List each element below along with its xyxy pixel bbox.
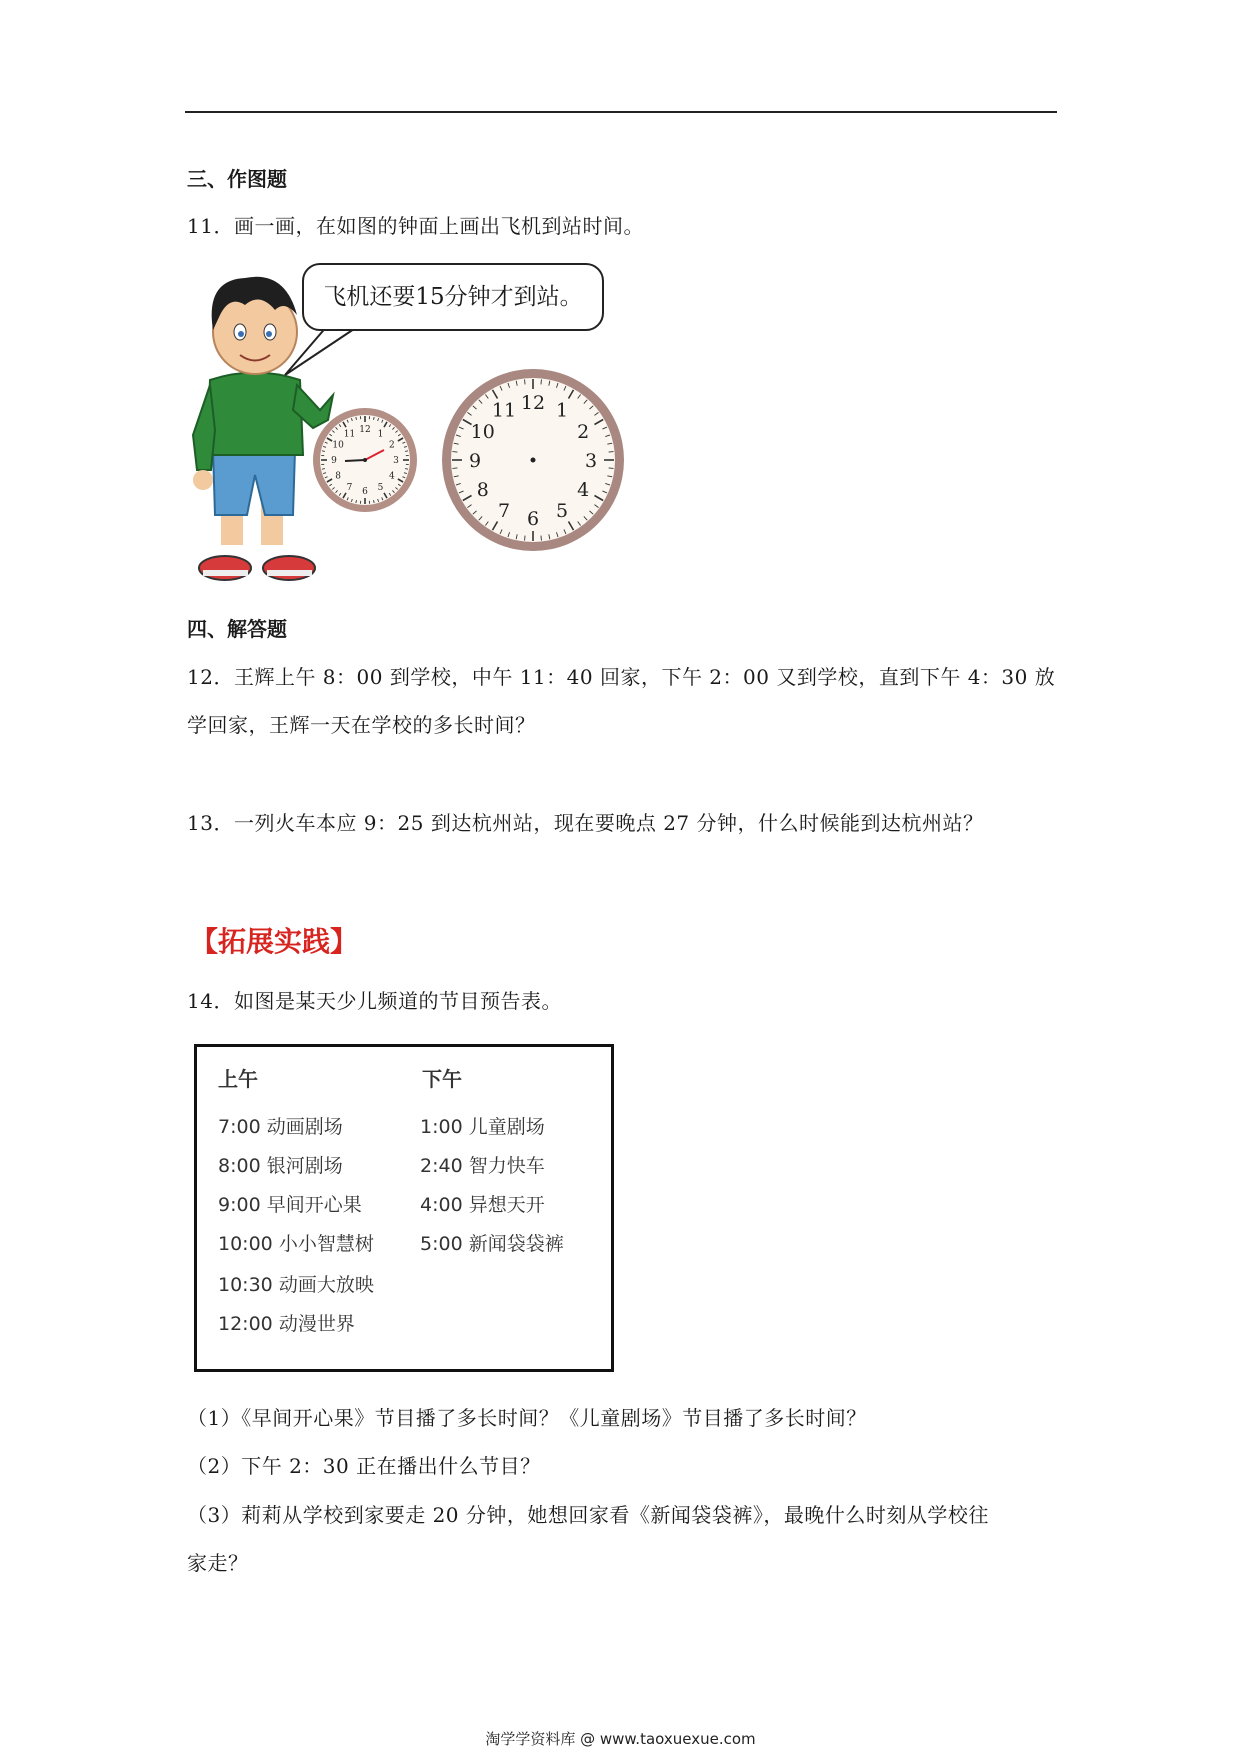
clock-numeral: 12: [359, 425, 371, 436]
clock-tick: [609, 452, 614, 453]
question-11: 11．画一画，在如图的钟面上画出飞机到站时间。: [187, 214, 644, 238]
clock-numeral: 11: [491, 399, 517, 422]
clock-numeral: 8: [476, 478, 489, 501]
schedule-am-row: 7:00 动画剧场: [218, 1116, 343, 1138]
clock-tick: [609, 468, 614, 469]
clock-numeral: 10: [332, 440, 344, 451]
clock-numeral: 7: [497, 500, 511, 523]
small-clock: [310, 405, 420, 515]
answer-clock[interactable]: [440, 367, 626, 553]
clock-tick: [541, 379, 542, 384]
clock-numeral: 2: [577, 420, 590, 443]
clock-tick: [374, 417, 375, 420]
clock-tick: [405, 451, 408, 452]
schedule-pm-row: 1:00 儿童剧场: [420, 1116, 545, 1138]
clock-tick: [356, 500, 357, 503]
clock-tick: [356, 417, 357, 420]
clock-tick: [322, 469, 325, 470]
clock-numeral: 1: [555, 399, 569, 422]
clock-numeral: 4: [388, 471, 395, 482]
question-14-sub1: （1）《早间开心果》节目播了多长时间？《儿童剧场》节目播了多长时间？: [187, 1406, 867, 1430]
clock-tick: [374, 500, 375, 503]
schedule-pm-row: 4:00 异想天开: [420, 1194, 545, 1216]
clock-numeral: 8: [335, 471, 342, 482]
question-14: 14．如图是某天少儿频道的节目预告表。: [187, 989, 562, 1013]
schedule-am-row: 10:00 小小智慧树: [218, 1233, 374, 1255]
schedule-am-row: 9:00 早间开心果: [218, 1194, 362, 1216]
clock-numeral: 9: [468, 449, 482, 472]
question-14-sub3-line2: 家走？: [187, 1551, 249, 1575]
clock-tick: [452, 468, 457, 469]
question-12-line1: 12．王辉上午 8：00 到学校，中午 11：40 回家，下午 2：00 又到学校，直到下午 4：30 放: [187, 665, 1056, 689]
clock-tick: [405, 469, 408, 470]
schedule-pm-label: 下午: [422, 1067, 462, 1091]
speech-bubble: 飞机还要15分钟才到站。: [302, 263, 604, 331]
section-heading-answers: 四、解答题: [187, 617, 287, 641]
schedule-am-label: 上午: [218, 1067, 258, 1091]
extension-heading: 【拓展实践】: [190, 925, 359, 958]
question-13: 13．一列火车本应 9：25 到达杭州站，现在要晚点 27 分钟，什么时候能到达杭州站？: [187, 811, 984, 835]
schedule-pm-row: 5:00 新闻袋袋裤: [420, 1233, 564, 1255]
clock-tick: [452, 452, 457, 453]
clock-numeral: 2: [388, 440, 395, 451]
question-14-sub2: （2）下午 2：30 正在播出什么节目？: [187, 1454, 541, 1478]
clock-numeral: 10: [470, 420, 495, 443]
clock-tick: [525, 379, 526, 384]
clock-numeral: 1: [377, 429, 384, 440]
header-rule: [185, 111, 1057, 113]
question-12-line2: 学回家，王辉一天在学校的多长时间？: [187, 713, 536, 737]
clock-numeral: 9: [331, 456, 337, 467]
clock-numeral: 4: [577, 478, 590, 501]
section-heading-drawing: 三、作图题: [187, 167, 287, 191]
clock-numeral: 7: [346, 483, 353, 494]
clock-numeral: 3: [584, 449, 598, 472]
clock-numeral: 11: [343, 429, 356, 440]
clock-tick: [541, 536, 542, 541]
clock-tick: [525, 536, 526, 541]
clock-numeral: 12: [520, 391, 546, 414]
schedule-am-row: 12:00 动漫世界: [218, 1313, 355, 1335]
clock-numeral: 6: [526, 507, 540, 530]
schedule-am-row: 8:00 银河剧场: [218, 1155, 343, 1177]
clock-numeral: 6: [362, 487, 368, 498]
question-14-sub3-line1: （3）莉莉从学校到家要走 20 分钟，她想回家看《新闻袋袋裤》，最晚什么时刻从学校往: [187, 1503, 989, 1527]
clock-tick: [322, 451, 325, 452]
clock-numeral: 5: [377, 483, 384, 494]
clock-numeral: 5: [555, 500, 569, 523]
schedule-am-row: 10:30 动画大放映: [218, 1274, 374, 1296]
footer-watermark: 淘学学资料库 @ www.taoxuexue.com: [485, 1730, 756, 1748]
schedule-pm-row: 2:40 智力快车: [420, 1155, 545, 1177]
clock-numeral: 3: [393, 456, 399, 467]
